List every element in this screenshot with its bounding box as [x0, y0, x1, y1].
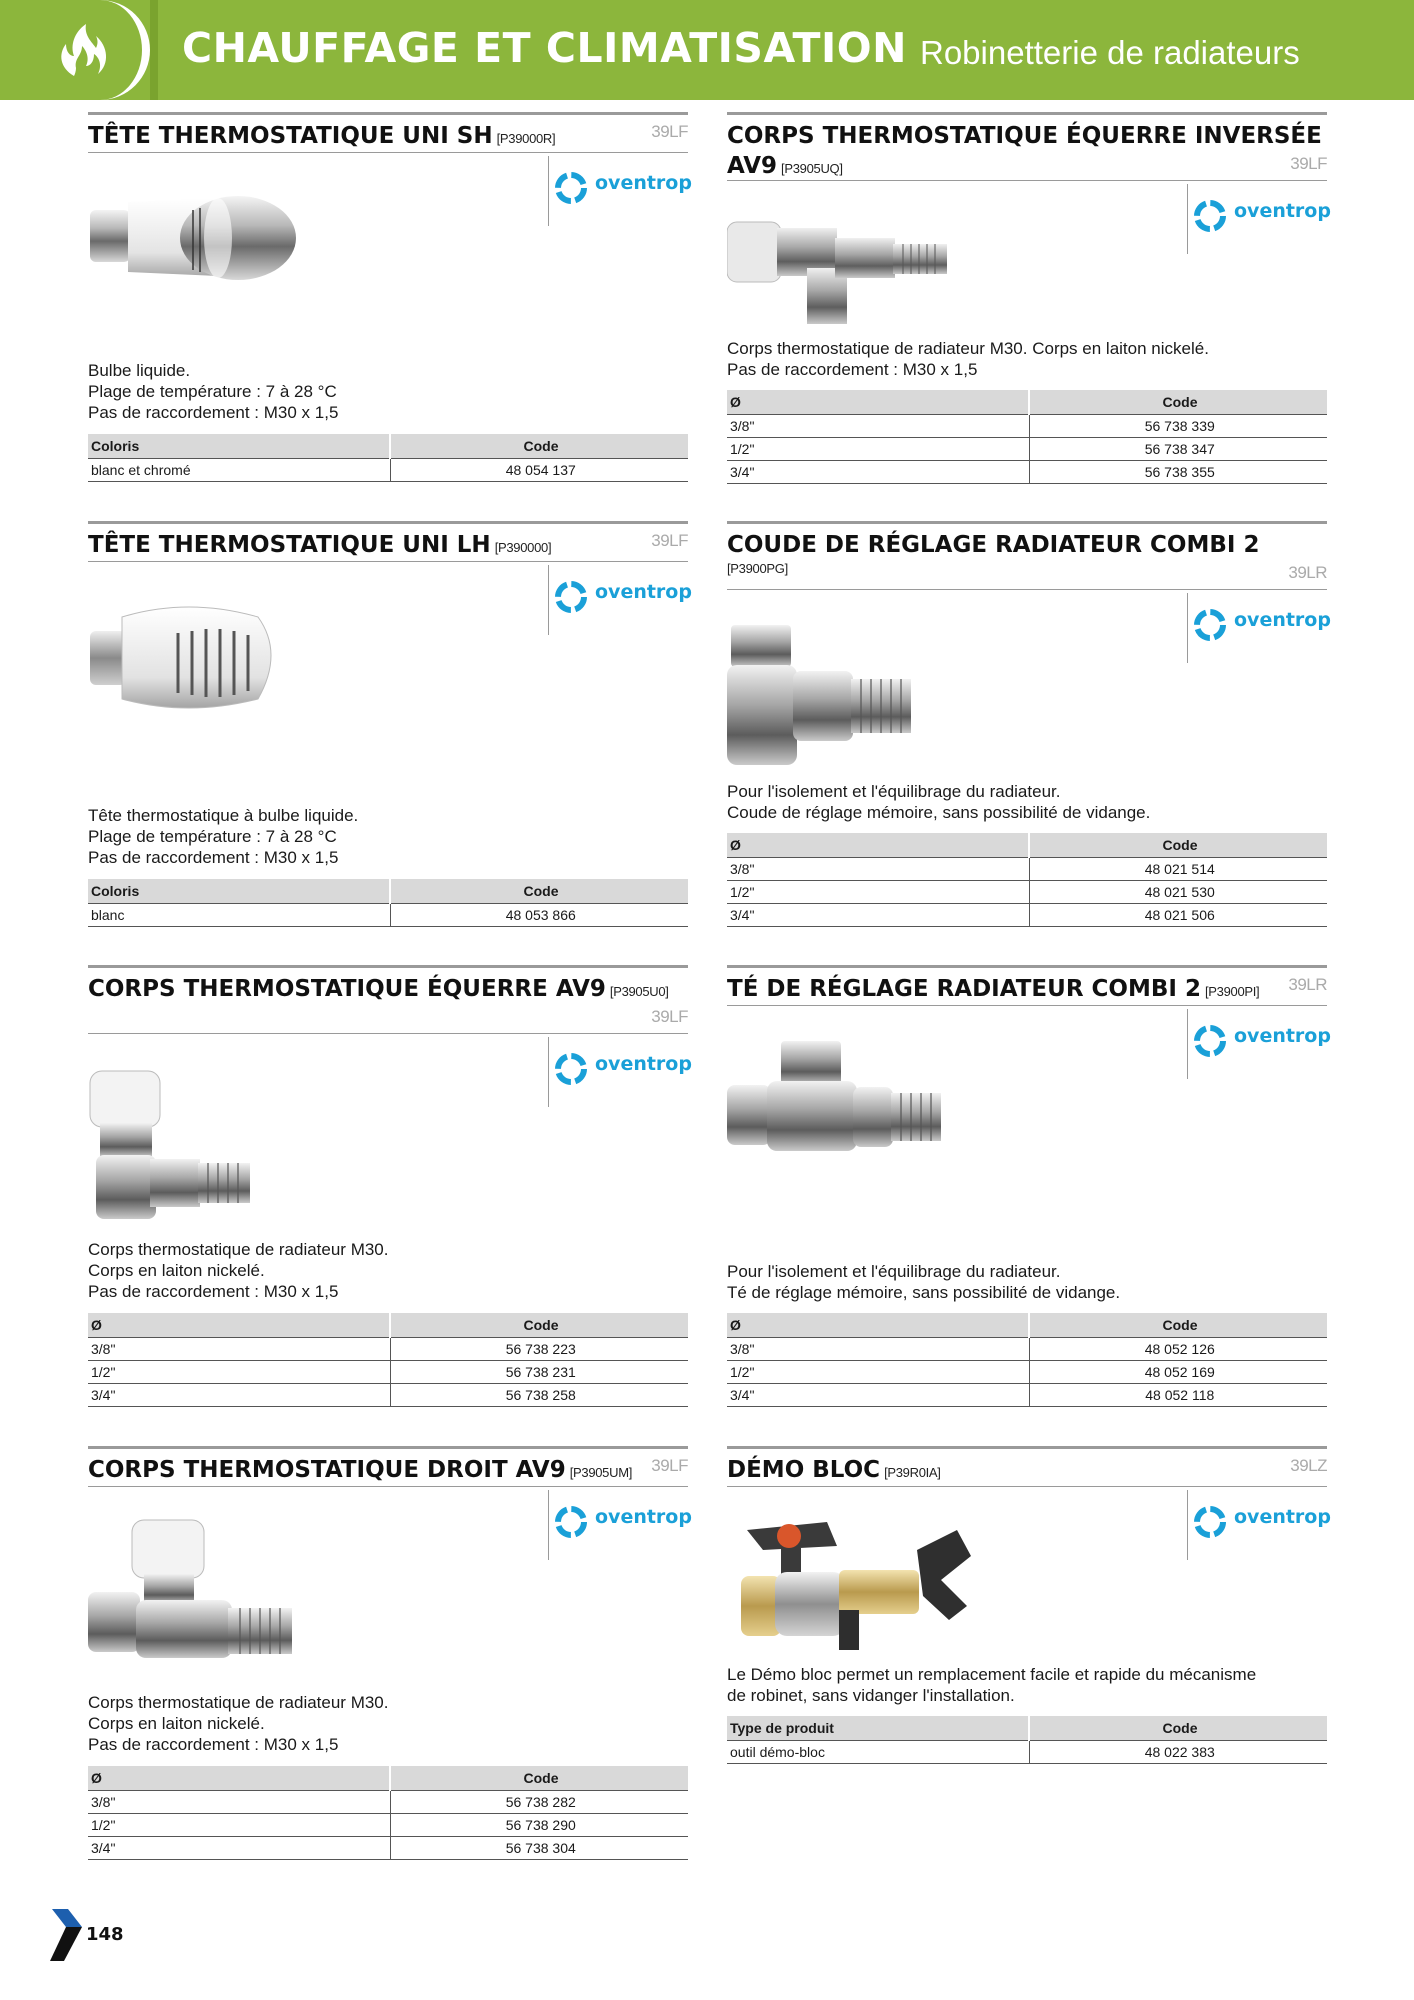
table-row: 3/4" 56 738 355 — [727, 460, 1327, 483]
brand-name: oventrop — [595, 1506, 692, 1528]
product-description: Le Démo bloc permet un remplacement facile et rapide du mécanisme de robinet, sans vidanger l'installation. — [727, 1665, 1257, 1705]
product-table — [727, 833, 1327, 927]
product-demo-bloc — [727, 1446, 1331, 1786]
product-table — [88, 1766, 688, 1860]
brand-name: oventrop — [595, 581, 692, 603]
oventrop-logo-icon — [1192, 198, 1228, 234]
page-number: 148 — [86, 1924, 124, 1945]
header-subtitle: Robinetterie de radiateurs — [920, 34, 1300, 71]
table-row: 3/4" 48 021 506 — [727, 903, 1327, 926]
table-header-row: Ø Code — [727, 390, 1327, 414]
page-header — [0, 0, 1414, 100]
oventrop-logo-icon — [553, 170, 589, 206]
table-row: 3/4" 56 738 258 — [88, 1383, 688, 1406]
product-title: CORPS THERMOSTATIQUE ÉQUERRE AV9 — [88, 976, 606, 1002]
table-row: 1/2" 48 052 169 — [727, 1360, 1327, 1383]
product-title-bar — [88, 521, 688, 561]
oventrop-logo-icon — [1192, 1023, 1228, 1059]
brand-name: oventrop — [1234, 609, 1331, 631]
table-row: 3/4" 48 052 118 — [727, 1383, 1327, 1406]
table-row: blanc et chromé 48 054 137 — [88, 458, 688, 481]
product-reference: [P3905UQ] — [781, 161, 843, 176]
product-code: 39LR — [1288, 563, 1327, 582]
brand-logo — [1187, 1009, 1331, 1079]
product-code: 39LF — [651, 1456, 688, 1475]
product-title-bar — [727, 521, 1327, 589]
product-title-bar — [727, 1446, 1327, 1486]
thermostatic-head-lh-image — [88, 593, 288, 723]
brand-logo — [1187, 184, 1331, 254]
product-table — [727, 390, 1327, 484]
brand-name: oventrop — [595, 172, 692, 194]
demo-bloc-tool-image — [727, 1510, 977, 1660]
brand-logo — [548, 1037, 692, 1107]
product-code: 39LF — [1290, 154, 1327, 173]
table-header-row: Type de produit Code — [727, 1716, 1327, 1740]
product-title-bar — [88, 112, 688, 152]
product-te-combi-2 — [727, 965, 1331, 1415]
brand-logo — [548, 1490, 692, 1560]
brand-logo — [548, 156, 692, 226]
product-title-bar — [88, 1446, 688, 1486]
table-row: 3/8" 56 738 282 — [88, 1790, 688, 1813]
product-code: 39LF — [651, 122, 688, 141]
table-row: 1/2" 48 021 530 — [727, 880, 1327, 903]
brand-name: oventrop — [1234, 1025, 1331, 1047]
product-reference: [P390000] — [494, 540, 552, 555]
product-equerre-av9 — [88, 965, 692, 1415]
product-uni-sh — [88, 112, 692, 492]
brand-logo — [1187, 593, 1331, 663]
product-title: CORPS THERMOSTATIQUE DROIT AV9 — [88, 1457, 566, 1483]
brand-name: oventrop — [1234, 1506, 1331, 1528]
table-row: 1/2" 56 738 347 — [727, 437, 1327, 460]
product-code: 39LF — [651, 1007, 688, 1026]
header-title: CHAUFFAGE ET CLIMATISATION — [182, 24, 907, 72]
product-reference: [P39R0IA] — [884, 1465, 941, 1480]
table-row: 1/2" 56 738 231 — [88, 1360, 688, 1383]
straight-lockshield-valve-image — [727, 1037, 947, 1167]
product-description: Tête thermostatique à bulbe liquide. Plage de température : 7 à 28 °C Pas de raccordement : M30 x 1,5 — [88, 806, 359, 867]
table-header-row: Ø Code — [88, 1766, 688, 1790]
brand-name: oventrop — [1234, 200, 1331, 222]
table-header-row: Ø Code — [727, 1313, 1327, 1337]
header-icon-box — [0, 0, 150, 100]
oventrop-logo-icon — [1192, 607, 1228, 643]
product-table — [88, 879, 688, 927]
product-droit-av9 — [88, 1446, 692, 1866]
product-title-bar — [727, 112, 1327, 180]
product-table — [88, 434, 688, 482]
table-header-row: Ø Code — [727, 833, 1327, 857]
thermostatic-head-sh-image — [88, 180, 298, 290]
product-reference: [P3900PG] — [727, 561, 788, 576]
product-code: 39LF — [651, 531, 688, 550]
brand-name: oventrop — [595, 1053, 692, 1075]
table-row: blanc 48 053 866 — [88, 903, 688, 926]
table-row: 3/8" 56 738 223 — [88, 1337, 688, 1360]
product-equerre-inversee-av9 — [727, 112, 1331, 492]
angle-lockshield-valve-image — [727, 621, 917, 771]
product-table — [727, 1716, 1327, 1764]
brand-logo — [548, 565, 692, 635]
product-title-bar — [88, 965, 688, 1033]
product-title: COUDE DE RÉGLAGE RADIATEUR COMBI 2 — [727, 532, 1260, 558]
product-coude-combi-2 — [727, 521, 1331, 941]
product-description: Corps thermostatique de radiateur M30. Corps en laiton nickelé. Pas de raccordement : M30 x 1,5 — [88, 1693, 389, 1754]
valve-body-angle-reversed-image — [727, 208, 957, 328]
product-description: Pour l'isolement et l'équilibrage du radiateur. Coude de réglage mémoire, sans possibilité de vidange. — [727, 782, 1151, 822]
table-row: 3/8" 56 738 339 — [727, 414, 1327, 437]
table-row: 3/4" 56 738 304 — [88, 1836, 688, 1859]
product-table — [727, 1313, 1327, 1407]
valve-body-angle-image — [88, 1067, 258, 1227]
oventrop-logo-icon — [553, 1504, 589, 1540]
product-reference: [P39000R] — [496, 131, 556, 146]
table-header-row: Ø Code — [88, 1313, 688, 1337]
product-description: Corps thermostatique de radiateur M30. Corps en laiton nickelé. Pas de raccordement : M30 x 1,5 — [88, 1240, 389, 1301]
table-row: 1/2" 56 738 290 — [88, 1813, 688, 1836]
brand-logo — [1187, 1490, 1331, 1560]
product-reference: [P3905UM] — [569, 1465, 633, 1480]
product-title-line2: AV9 — [727, 153, 778, 179]
valve-body-straight-image — [88, 1518, 298, 1678]
oventrop-logo-icon — [553, 579, 589, 615]
product-reference: [P3900PI] — [1204, 984, 1260, 999]
table-header-row: Coloris Code — [88, 434, 688, 458]
product-uni-lh — [88, 521, 692, 941]
product-code: 39LR — [1288, 975, 1327, 994]
product-title: DÉMO BLOC — [727, 1457, 881, 1483]
product-title-bar — [727, 965, 1327, 1005]
oventrop-logo-icon — [553, 1051, 589, 1087]
flame-icon — [52, 18, 116, 82]
product-reference: [P3905U0] — [609, 984, 669, 999]
product-code: 39LZ — [1290, 1456, 1327, 1475]
table-row: 3/8" 48 021 514 — [727, 857, 1327, 880]
table-row: outil démo-bloc 48 022 383 — [727, 1740, 1327, 1763]
product-description: Bulbe liquide. Plage de température : 7 à 28 °C Pas de raccordement : M30 x 1,5 — [88, 361, 339, 422]
product-table — [88, 1313, 688, 1407]
product-description: Pour l'isolement et l'équilibrage du radiateur. Té de réglage mémoire, sans possibilité de vidange. — [727, 1262, 1121, 1302]
table-row: 3/8" 48 052 126 — [727, 1337, 1327, 1360]
product-description: Corps thermostatique de radiateur M30. Corps en laiton nickelé. Pas de raccordement : M30 x 1,5 — [727, 339, 1209, 379]
product-title: CORPS THERMOSTATIQUE ÉQUERRE INVERSÉE — [727, 123, 1322, 149]
oventrop-logo-icon — [1192, 1504, 1228, 1540]
product-title: TÊTE THERMOSTATIQUE UNI SH — [88, 123, 493, 149]
page-chevron-icon — [48, 1905, 84, 1965]
product-title: TÉ DE RÉGLAGE RADIATEUR COMBI 2 — [727, 976, 1201, 1002]
product-title: TÊTE THERMOSTATIQUE UNI LH — [88, 532, 491, 558]
table-header-row: Coloris Code — [88, 879, 688, 903]
